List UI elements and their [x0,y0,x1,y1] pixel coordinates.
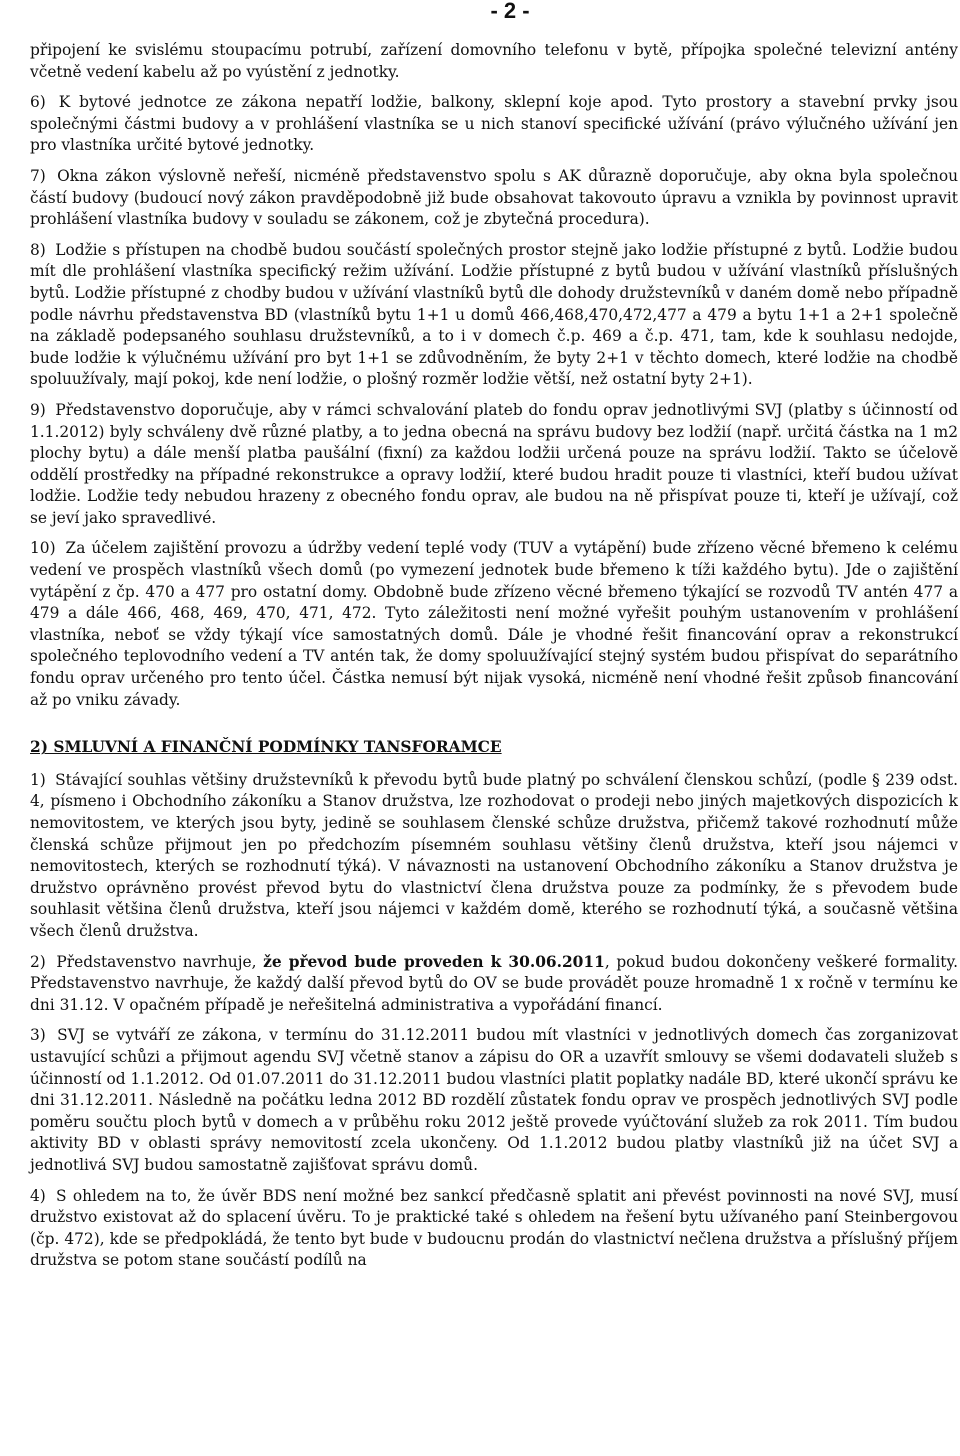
paragraph-text: Lodžie s přístupen na chodbě budou součástí společných prostor stejně jako lodžie přístupné z bytů. Lodžie budou mít dle prohlášení vlastníka specifický režim užívání. Lodžie přístupné z bytů budou v užívání vlastníků příslušných bytů. Lodžie přístupné z chodby budou v užívání vlastníků bytů dle dohody družstevníků v daném domě nebo případně podle návrhu představenstva BD (vlastníků bytu 1+1 u domů 466,468,470,472,477 a 479 a bytu 1+1 a 2+1 společně na základě podepsaného souhlasu družstevníků, a to i v domech č.p. 469 a č.p. 471, tam, kde k souhlasu nedojde, bude lodžie k výlučnému užívání pro byt 1+1 se zdůvodněním, že byty 2+1 v těchto domech, které lodžie na chodbě spoluužívaly, mají pokoj, kde není lodžie, o plošný rozměr lodžie větší, než ostatní byty 2+1). [30,240,958,389]
paragraph-10 [30,538,958,711]
paragraph-text-after: , pokud budou dokončeny veškeré formality. Představenstvo navrhuje, že každý další převod bytů do OV se bude provádět pouze hromadně 1 x ročně v termínu ke dni 31.12. V opačném případě je neřešitelná administrativa a vypořádání financí. [30,952,958,1014]
paragraph-text-before: Představenstvo navrhuje, [56,952,264,971]
paragraph-text: Představenstvo doporučuje, aby v rámci schvalování plateb do fondu oprav jednotlivými SVJ (platby s účinností od 1.1.2012) byly schváleny dvě různé platby, a to jedna obecná na správu budovy bez lodžií (např. určitá částka na 1 m2 plochy bytu) a dále menší platba paušální (fixní) za každou lodžii určená pouze na správu lodžií. Takto se účelově oddělí prostředky na případné rekonstrukce a opravy lodžií, které budou hradit pouze ti vlastníci, kteří budou užívat lodžie. Lodžie tedy nebudou hrazeny z obecného fondu oprav, ale budou na ně přispívat pouze ti, kteří je užívají, což se jeví jako spravedlivé. [30,400,958,527]
paragraph-7 [30,166,958,231]
paragraph-text: připojení ke svislému stoupacímu potrubí, zařízení domovního telefonu v bytě, přípojka společné televizní antény včetně vedení kabelu až po vyústění z jednotky. [30,41,958,81]
paragraph-number: 2) [30,952,46,971]
paragraph-number: 3) [30,1026,46,1045]
paragraph-number: 8) [30,240,46,259]
paragraph-number: 7) [30,166,46,185]
page-number: - 2 - [490,0,530,23]
paragraph-number: 1) [30,770,46,789]
paragraph-bold-date: že převod bude proveden k 30.06.2011 [263,952,605,971]
section-heading: 2) SMLUVNÍ A FINANČNÍ PODMÍNKY TANSFORAMCE [30,738,502,757]
section2-paragraph-1 [30,770,958,943]
paragraph-text: Okna zákon výslovně neřeší, nicméně představenstvo spolu s AK důrazně doporučuje, aby okna byla společnou částí budovy (budoucí nový zákon pravděpodobně již bude obsahovat takovouto úpravu a vznikla by povinnost upravit prohlášení vlastníka budovy v souladu se zákonem, což je zbytečná procedura). [30,166,958,229]
section2-paragraph-2 [30,952,958,1017]
paragraph-number: 9) [30,400,46,419]
paragraph-number: 4) [30,1186,46,1205]
paragraph-text: SVJ se vytváří ze zákona, v termínu do 31.12.2011 budou mít vlastníci v jednotlivých domech čas zorganizovat ustavující schůzi a přijmout agendu SVJ včetně stanov a zápisu do OR a uzavřít smlouvy se všemi dodavateli služeb s účinností od 1.1.2012. Od 01.07.2011 do 31.12.2011 budou vlastníci platit poplatky nadále BD, které ukončí správu ke dni 31.12.2011. Následně na počátku ledna 2012 BD rozdělí zůstatek fondu oprav ve prospěch jednotlivých SVJ podle poměru součtu ploch bytů v domech a v průběhu roku 2012 ještě provede vyúčtování služeb za rok 2011. Tím budou aktivity BD v oblasti správy nemovitostí zcela ukončeny. Od 1.1.2012 budou platby vlastníků již na účet SVJ a jednotlivá SVJ budou samostatně zajišťovat správu domů. [30,1026,958,1174]
document-body [30,40,958,1281]
paragraph-text: K bytové jednotce ze zákona nepatří lodžie, balkony, sklepní koje apod. Tyto prostory a stavební prvky jsou společnými částmi budovy a v prohlášení vlastníka se u nich stanoví specifické užívání (právo výlučného užívání jen pro vlastníka určité bytové jednotky. [30,93,958,155]
section2-paragraph-3 [30,1025,958,1176]
paragraph-number: 6) [30,93,46,112]
paragraph-number: 10) [30,539,56,558]
paragraph-9 [30,400,958,530]
paragraph-6 [30,92,958,157]
paragraph-text: S ohledem na to, že úvěr BDS není možné bez sankcí předčasně splatit ani převést povinnosti na nové SVJ, musí družstvo existovat až do splacení úvěru. To je praktické také s ohledem na řešení bytu užívaného paní Steinbergovou (čp. 472), kde se předpokládá, že tento byt bude v budoucnu prodán do vlastnictví nečlena družstva a příslušný příjem družstva se potom stane součástí podílů na [30,1186,958,1270]
paragraph-text: Stávající souhlas většiny družstevníků k převodu bytů bude platný po schválení členskou schůzí, (podle § 239 odst. 4, písmeno i Obchodního zákoníku a Stanov družstva, lze rozhodovat o prodeji nebo jiných majetkových dispozicích k nemovitostem, ve kterých jsou byty, jedině se souhlasem členské schůze družstva, přičemž takové rozhodnutí může členská schůze přijmout jen po předchozím písemném souhlasu většiny členů družstva, kteří jsou nájemci v nemovitostech, kterých se rozhodnutí týká). V návaznosti na ustanovení Obchodního zákoníku a Stanov družstva je družstvo oprávněno provést převod bytu do vlastnictví člena družstva pouze za podmínky, že s převodem bude souhlasit většina členů družstva, kteří jsou nájemci v každém domě, kterého se rozhodnutí týká, a současně většina všech členů družstva. [30,770,958,940]
paragraph-continuation [30,40,958,83]
section2-paragraph-4 [30,1186,958,1272]
paragraph-8 [30,240,958,391]
paragraph-text: Za účelem zajištění provozu a údržby vedení teplé vody (TUV a vytápění) bude zřízeno věcné břemeno k celému vedení ve prospěch vlastníků všech domů (po vymezení jednotek bude břemeno k tíži každého bytu). Jde o zajištění vytápění z čp. 470 a 477 pro ostatní domy. Obdobně bude zřízeno věcné břemeno týkající se rozvodů TV antén 477 a 479 a dále 466, 468, 469, 470, 471, 472. Tyto záležitosti není možné vyřešit pouhým ustanovením v prohlášení vlastníka, neboť se vždy týkají více samostatných domů. Dále je vhodné řešit financování oprav a rekonstrukcí společného teplovodního vedení a TV antén tak, že domy spoluužívající stejný systém budou přispívat do separátního fondu oprav určeného pro tento účel. Částka nemusí být nijak vysoká, nicméně není vhodné řešit způsob financování až po vniku závady. [30,539,958,709]
